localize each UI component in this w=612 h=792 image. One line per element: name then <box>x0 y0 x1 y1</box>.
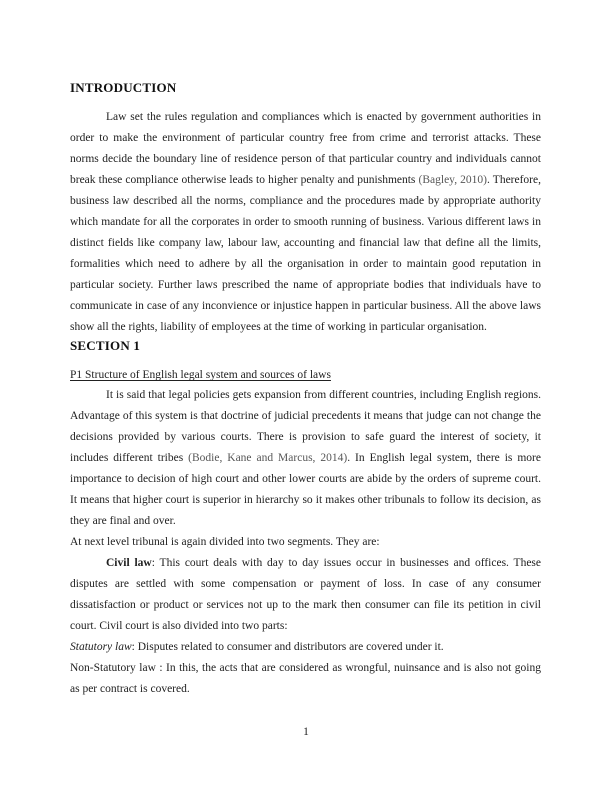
citation-bodie-kane-marcus-2014: (Bodie, Kane and Marcus, 2014) <box>188 452 348 464</box>
tribunal-segments-line: At next level tribunal is again divided into two segments. They are: <box>70 536 380 548</box>
statutory-law-paragraph <box>70 637 541 658</box>
page-footer <box>0 722 612 743</box>
civil-law-term: Civil law <box>106 557 152 569</box>
intro-heading: INTRODUCTION <box>70 80 177 95</box>
section1-text-before-citation: It is said that legal policies gets expansion from different countries, including English regions. Advantage of this system is that doctrine of judicial precedents it means that judge can not change the decisions provided by various courts. There is provision to safe guard the interest of society, it includes different tribes <box>70 389 541 464</box>
page-number: 1 <box>303 726 309 738</box>
intro-text-after-citation: . Therefore, business law described all the norms, compliance and the procedures made by appropriate authority which mandate for all the corporates in order to smooth running of business. Various different laws in distinct fields like company law, labour law, accounting and financial law that define all the limits, formalities which need to adhere by all the organisation in order to maintain good reputation in particular society. Further laws prescribed the name of appropriate bodies that individuals have to communicate in case of any inconvience or injustice happen in particular business. All the above laws show all the rights, liability of employees at the time of working in particular organisation. <box>70 174 541 333</box>
intro-paragraph <box>70 107 541 338</box>
section1-text-after-citation: . In English legal system, there is more importance to decision of high court and other lower courts are abide by the orders of supreme court. It means that higher court is superior in hierarchy so it makes other tribunals to follow its decision, as they are final and over. <box>70 452 541 527</box>
section1-heading: SECTION 1 <box>70 338 141 353</box>
document-content <box>70 80 541 700</box>
intro-text-before-citation: Law set the rules regulation and compliances which is enacted by government authorities in order to make the environment of particular country free from crime and terrorist attacks. These norms decide the boundary line of residence person of that particular country and individuals cannot break these compliance otherwise leads to higher penalty and punishments <box>70 111 541 186</box>
statutory-law-term: Statutory law <box>70 641 132 653</box>
statutory-law-text: : Disputes related to consumer and distributors are covered under it. <box>131 641 444 653</box>
non-statutory-law-paragraph: Non-Statutory law : In this, the acts that are considered as wrongful, nuinsance and is also not going as per contract is covered. <box>70 662 541 695</box>
civil-law-text: : This court deals with day to day issues occur in businesses and offices. These disputes are settled with some compensation or payment of loss. In case of any consumer dissatisfaction or product or services not up to the mark then consumer can file its petition in civil court. Civil court is also divided into two parts: <box>70 557 541 632</box>
section1-paragraph <box>70 385 541 532</box>
citation-bagley-2010: (Bagley, 2010) <box>418 174 488 186</box>
civil-law-paragraph <box>70 553 541 637</box>
p1-subheading: P1 Structure of English legal system and sources of laws <box>70 369 331 381</box>
